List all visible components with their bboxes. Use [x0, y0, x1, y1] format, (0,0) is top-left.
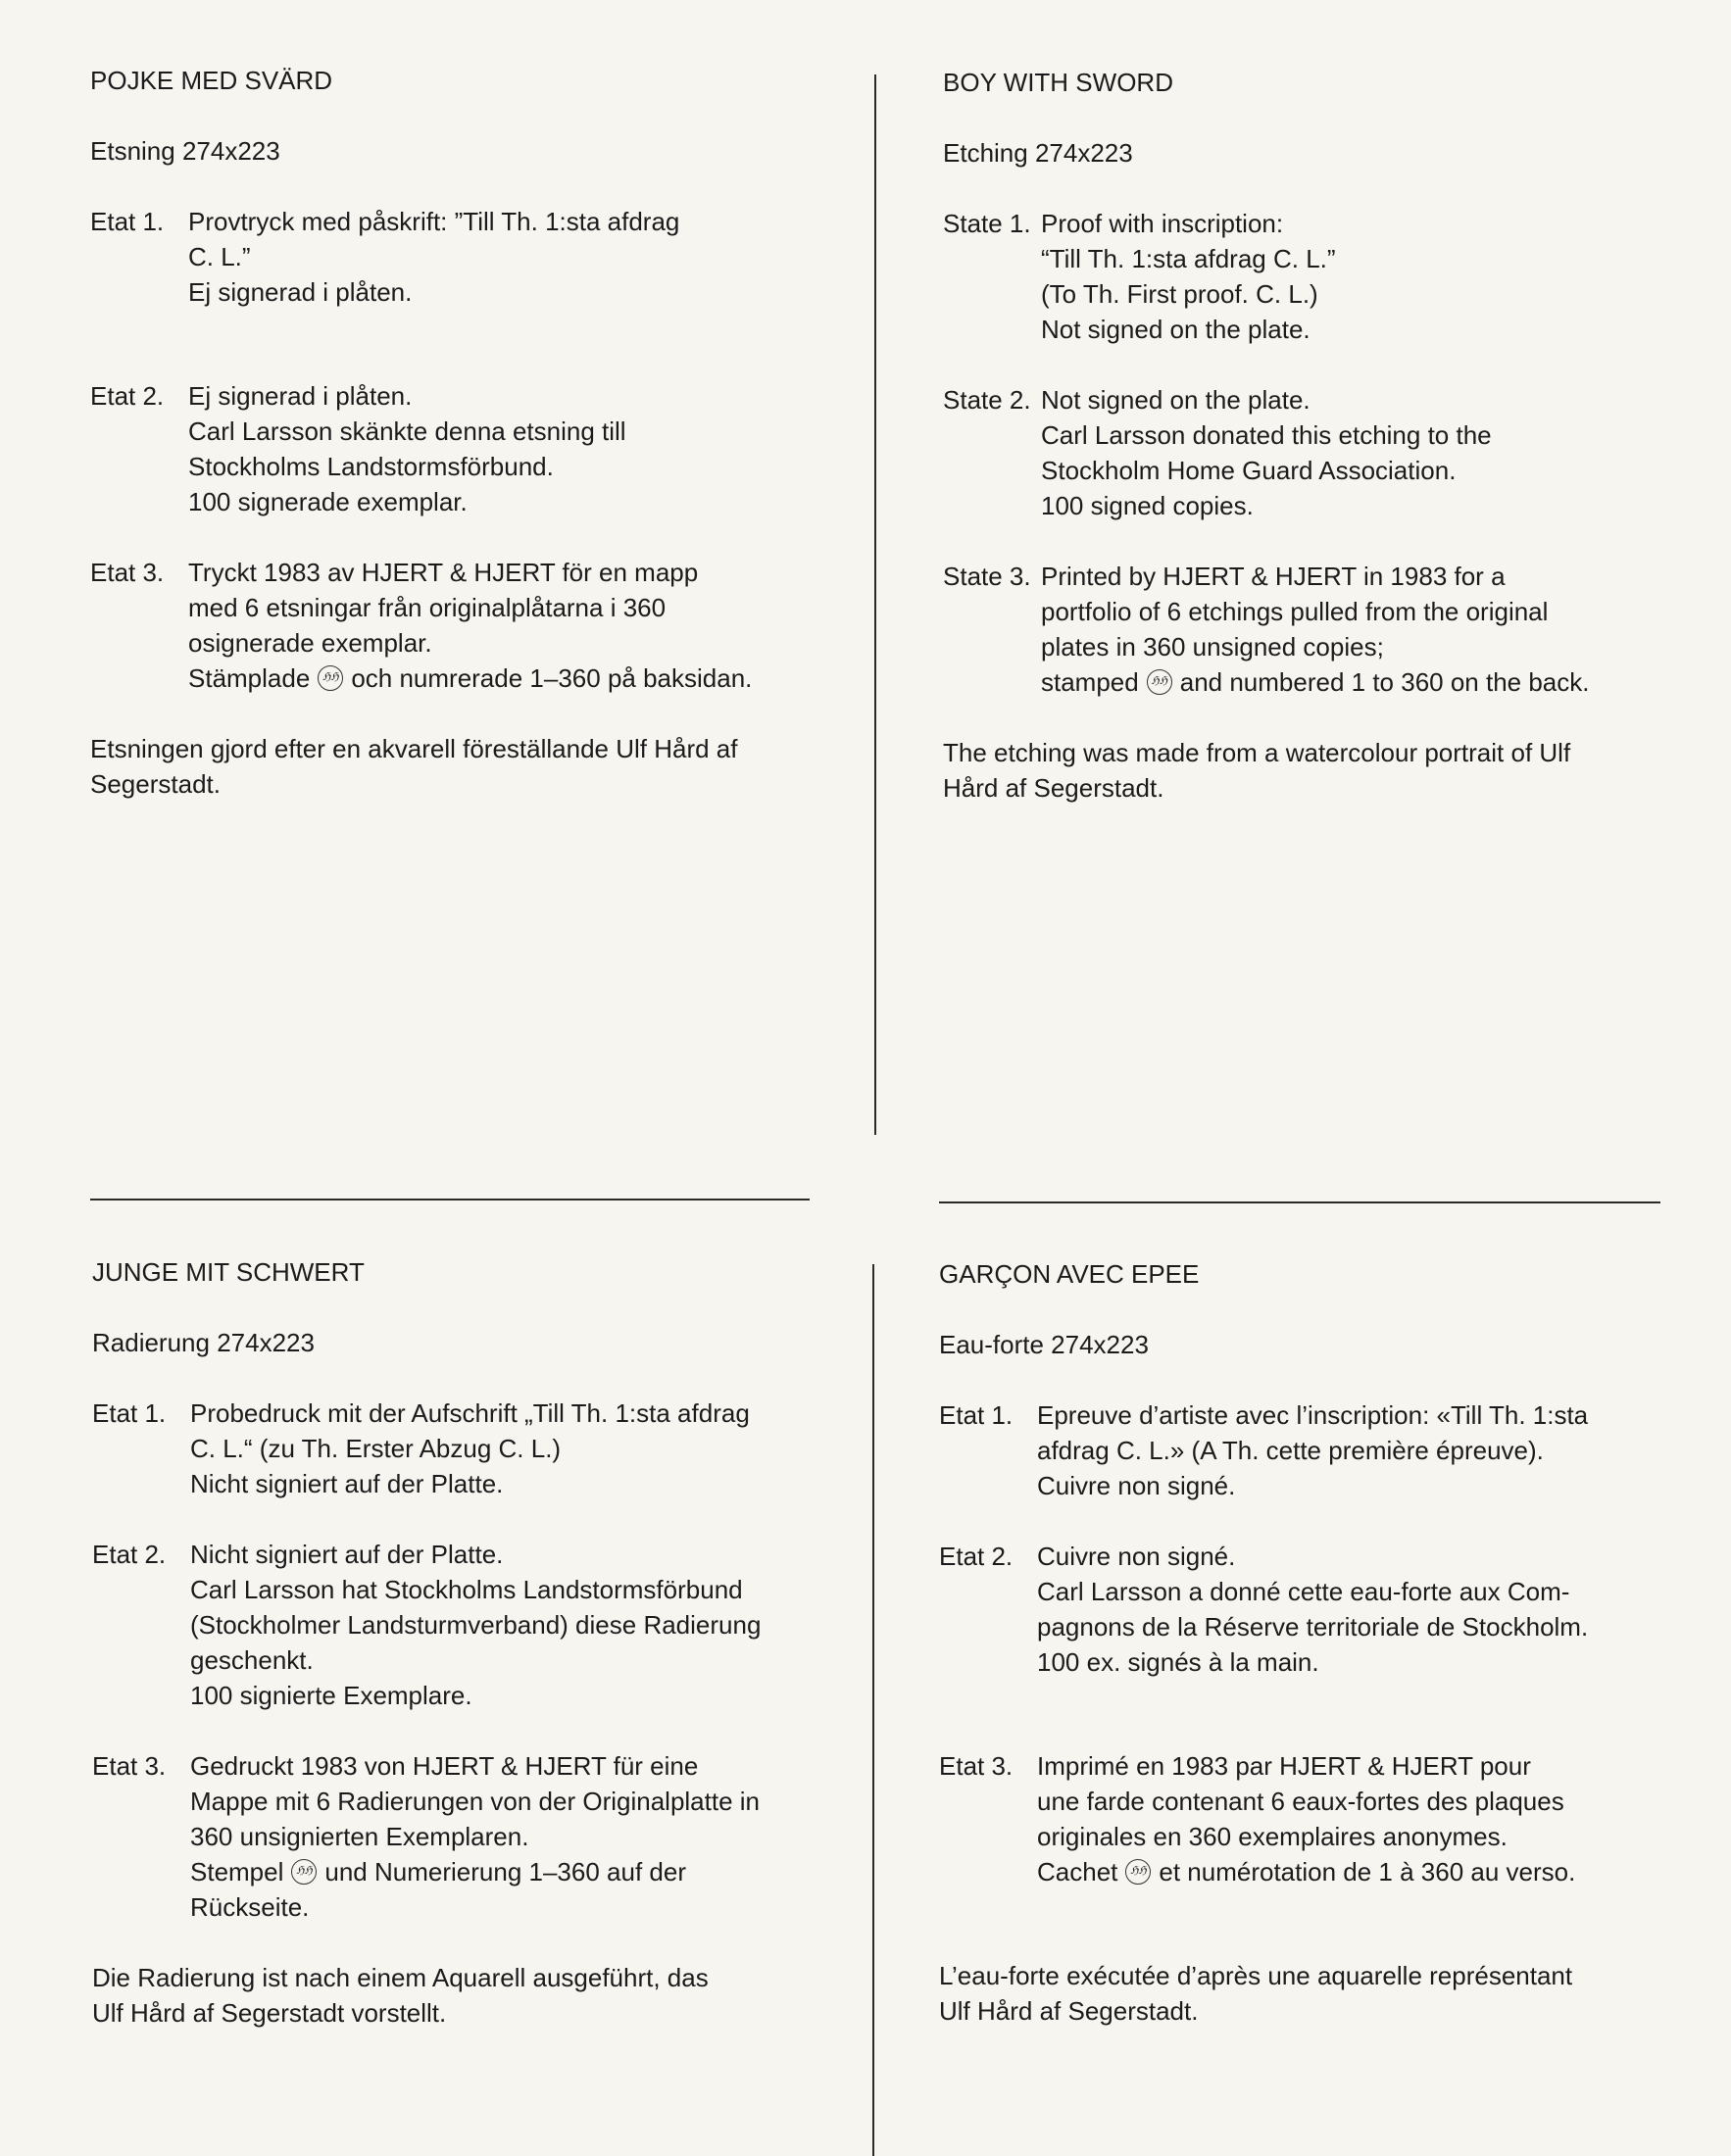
hjert-stamp-icon: ℌℌ [291, 1859, 317, 1885]
state-text: (Stockholmer Landsturmverband) diese Radierung [190, 1610, 762, 1640]
horizontal-divider-right [939, 1201, 1660, 1203]
note-text: Etsningen gjord efter en akvarell föreställande Ulf Hård af [90, 734, 738, 763]
state-text: Proof with inscription: [1041, 209, 1284, 238]
note-text: L’eau-forte exécutée d’après une aquarelle représentant [939, 1961, 1573, 1990]
state-text: och numrerade 1–360 på baksidan. [351, 663, 753, 693]
state-text: Stockholm Home Guard Association. [1041, 456, 1457, 485]
state-2 [943, 382, 1688, 523]
state-text: 100 signerade exemplar. [188, 487, 468, 516]
state-label: Etat 1. [92, 1398, 167, 1428]
hjert-stamp-icon: ℌℌ [1125, 1859, 1151, 1885]
state-text: originales en 360 exemplaires anonymes. [1037, 1822, 1508, 1851]
state-3 [92, 1748, 837, 1925]
state-text: osignerade exemplar. [188, 628, 432, 658]
section-title: JUNGE MIT SCHWERT [92, 1257, 365, 1287]
state-label: Etat 1. [90, 207, 165, 236]
state-text: Provtryck med påskrift: ”Till Th. 1:sta afdrag [188, 207, 680, 236]
french-section [939, 1256, 1684, 2029]
state-text: Gedruckt 1983 von HJERT & HJERT für eine [190, 1751, 699, 1781]
state-text: Not signed on the plate. [1041, 315, 1311, 344]
state-text: Nicht signiert auf der Platte. [190, 1540, 504, 1569]
state-label: Etat 3. [939, 1751, 1014, 1781]
state-text: pagnons de la Réserve territoriale de Stockholm. [1037, 1612, 1589, 1642]
state-1 [943, 206, 1688, 347]
state-text: Nicht signiert auf der Platte. [190, 1469, 504, 1498]
state-label: Etat 3. [90, 558, 165, 587]
state-text: Probedruck mit der Aufschrift „Till Th. 1:sta afdrag [190, 1398, 750, 1428]
state-text: une farde contenant 6 eaux-fortes des plaques [1037, 1787, 1564, 1816]
state-label: State 2. [943, 385, 1031, 415]
state-text: 100 signierte Exemplare. [190, 1681, 472, 1710]
state-text: plates in 360 unsigned copies; [1041, 632, 1384, 662]
state-text: Carl Larsson a donné cette eau-forte aux Com- [1037, 1577, 1570, 1606]
note-text: Hård af Segerstadt. [943, 773, 1164, 803]
state-text: Ej signerad i plåten. [188, 381, 413, 411]
state-text: Carl Larsson hat Stockholms Landstormsförbund [190, 1575, 743, 1604]
hjert-stamp-icon: ℌℌ [318, 665, 343, 691]
german-section [92, 1254, 837, 2031]
state-1 [90, 204, 835, 310]
state-text: portfolio of 6 etchings pulled from the original [1041, 597, 1549, 626]
state-text-with-stamp [1041, 664, 1688, 700]
state-label: Etat 2. [92, 1540, 167, 1569]
state-text: Cuivre non signé. [1037, 1542, 1236, 1571]
state-text: Cuivre non signé. [1037, 1471, 1236, 1500]
note-text: Ulf Hård af Segerstadt. [939, 1996, 1199, 2026]
note-text: The etching was made from a watercolour portrait of Ulf [943, 738, 1571, 767]
hjert-stamp-icon: ℌℌ [1147, 669, 1172, 695]
note-text: Segerstadt. [90, 769, 221, 799]
state-text: und Numerierung 1–360 auf der [324, 1857, 686, 1886]
state-label: Etat 2. [90, 381, 165, 411]
note-paragraph [943, 735, 1688, 806]
state-text: C. L.“ (zu Th. Erster Abzug C. L.) [190, 1434, 562, 1463]
state-label: State 3. [943, 562, 1031, 591]
state-3 [939, 1748, 1684, 1889]
state-text: et numérotation de 1 à 360 au verso. [1159, 1857, 1576, 1886]
state-text: stamped [1041, 667, 1139, 697]
state-label: Etat 2. [939, 1542, 1014, 1571]
state-3 [943, 559, 1688, 700]
state-text-with-stamp [188, 661, 835, 696]
vertical-divider-top [874, 74, 876, 1135]
english-section [943, 65, 1688, 806]
note-paragraph [92, 1960, 837, 2031]
note-paragraph [90, 731, 835, 802]
note-text: Ulf Hård af Segerstadt vorstellt. [92, 1998, 447, 2028]
state-text: Epreuve d’artiste avec l’inscription: «Till Th. 1:sta [1037, 1400, 1589, 1430]
state-2 [92, 1537, 837, 1713]
state-text: geschenkt. [190, 1645, 314, 1675]
vertical-divider-bottom [872, 1264, 874, 2156]
state-2 [939, 1539, 1684, 1680]
medium-dimensions: Radierung 274x223 [92, 1328, 315, 1357]
medium-dimensions: Eau-forte 274x223 [939, 1330, 1149, 1359]
note-text: Die Radierung ist nach einem Aquarell ausgeführt, das [92, 1963, 709, 1992]
state-text: C. L.” [188, 242, 251, 271]
state-text: Stempel [190, 1857, 284, 1886]
section-title: GARÇON AVEC EPEE [939, 1259, 1200, 1289]
state-text: 100 signed copies. [1041, 491, 1254, 520]
state-2 [90, 378, 835, 519]
state-text: Stämplade [188, 663, 311, 693]
state-label: State 1. [943, 209, 1031, 238]
state-text: Rückseite. [190, 1892, 310, 1922]
swedish-section [90, 63, 835, 802]
state-text: Not signed on the plate. [1041, 385, 1311, 415]
state-text: Cachet [1037, 1857, 1118, 1886]
medium-dimensions: Etching 274x223 [943, 138, 1133, 168]
state-label: Etat 1. [939, 1400, 1014, 1430]
state-text: Imprimé en 1983 par HJERT & HJERT pour [1037, 1751, 1531, 1781]
state-text: Printed by HJERT & HJERT in 1983 for a [1041, 562, 1506, 591]
state-text-with-stamp [190, 1854, 837, 1889]
medium-dimensions: Etsning 274x223 [90, 136, 280, 166]
state-text: 100 ex. signés à la main. [1037, 1647, 1319, 1677]
section-title: BOY WITH SWORD [943, 68, 1173, 97]
state-text: Carl Larsson skänkte denna etsning till [188, 416, 626, 446]
state-text: Ej signerad i plåten. [188, 277, 413, 307]
state-text: Tryckt 1983 av HJERT & HJERT för en mapp [188, 558, 699, 587]
state-text: and numbered 1 to 360 on the back. [1179, 667, 1590, 697]
state-text: Carl Larsson donated this etching to the [1041, 420, 1492, 450]
state-text: afdrag C. L.» (A Th. cette première épreuve). [1037, 1436, 1544, 1465]
state-text-with-stamp [1037, 1854, 1684, 1889]
state-text: (To Th. First proof. C. L.) [1041, 279, 1318, 309]
state-text: Mappe mit 6 Radierungen von der Originalplatte in [190, 1787, 761, 1816]
state-label: Etat 3. [92, 1751, 167, 1781]
section-title: POJKE MED SVÄRD [90, 66, 333, 95]
state-text: “Till Th. 1:sta afdrag C. L.” [1041, 244, 1336, 273]
state-1 [939, 1397, 1684, 1503]
state-text: med 6 etsningar från originalplåtarna i 360 [188, 593, 667, 622]
state-3 [90, 555, 835, 696]
state-text: 360 unsignierten Exemplaren. [190, 1822, 529, 1851]
state-1 [92, 1396, 837, 1501]
state-text: Stockholms Landstormsförbund. [188, 452, 554, 481]
horizontal-divider-left [90, 1199, 810, 1200]
note-paragraph [939, 1958, 1684, 2029]
